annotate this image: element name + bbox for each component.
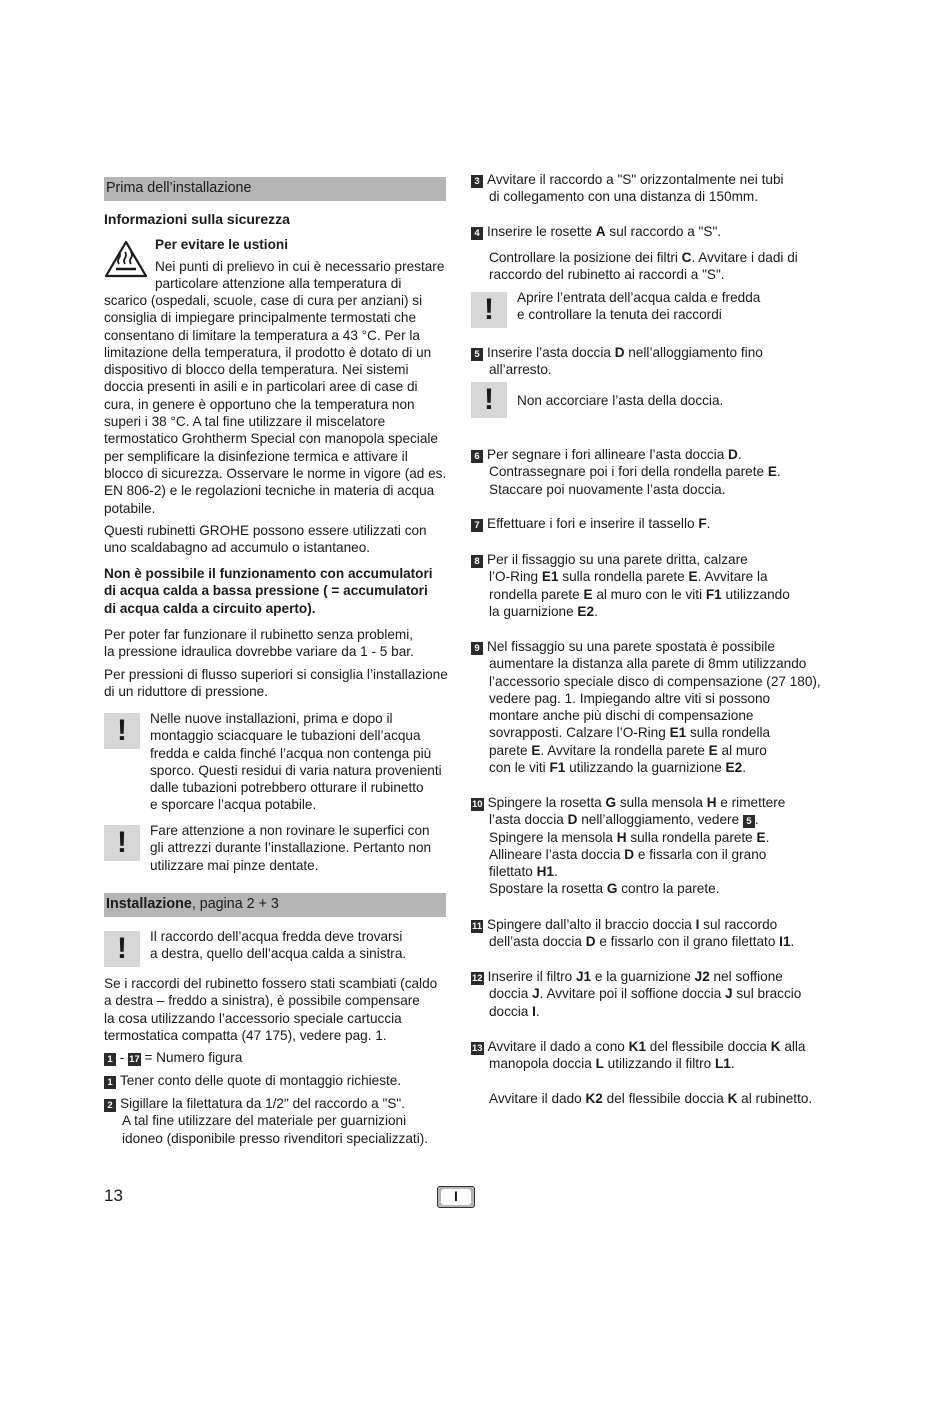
- text-fragment: al muro: [717, 742, 767, 758]
- step-number: 7: [471, 519, 483, 532]
- text-fragment: l’accessorio speciale disco di compensazione (27 180),: [489, 673, 821, 689]
- step-number: 11: [472, 921, 483, 932]
- no-shorten-warning: [517, 392, 723, 409]
- section-band-before-installation: [104, 177, 446, 201]
- hot-surface-warning-icon: [104, 240, 148, 278]
- text-fragment: vedere pag. 1. Impiegando altre viti si possono: [489, 690, 771, 706]
- text-fragment: e rimettere: [716, 795, 786, 810]
- text-fragment: alla: [780, 1039, 806, 1054]
- exclamation-icon: [471, 382, 507, 418]
- text-line: Non è possibile il funzionamento con accumulatori: [104, 566, 433, 581]
- text-line: a destra, quello dell’acqua calda a sinistra.: [150, 946, 407, 962]
- text-fragment: K1: [628, 1039, 647, 1054]
- section-title: [106, 896, 279, 913]
- text-fragment: J: [532, 986, 540, 1002]
- text-line: di acqua calda a circuito aperto).: [104, 600, 316, 616]
- pressure-paragraph: [104, 626, 414, 661]
- text-fragment: K2: [585, 1091, 603, 1106]
- text-fragment: Avvitare il dado: [489, 1091, 586, 1106]
- step-6: [471, 446, 781, 498]
- exclamation-icon: [104, 931, 140, 967]
- text-fragment: sul braccio: [732, 986, 802, 1002]
- text-line: consiglia di impiegare principalmente termostati che: [104, 310, 417, 326]
- section-band-installation: [104, 893, 446, 917]
- text-fragment: Avvitare il raccordo a "S" orizzontalmente nei tubi: [487, 172, 784, 187]
- text-line: limitazione della temperatura, il prodotto è dotato di un: [104, 344, 432, 360]
- text-line: fredda e calda finché l’acqua non contenga più: [150, 745, 432, 761]
- text-fragment: E1: [669, 725, 687, 741]
- text-line: consentano di limitare la temperatura a 43 °C. Per la: [104, 327, 420, 343]
- text-fragment: nel soffione: [709, 969, 783, 984]
- text-fragment: -: [116, 1050, 129, 1065]
- text-fragment: sulla rondella parete: [558, 569, 689, 585]
- text-fragment: E2: [577, 603, 595, 619]
- exclamation-icon: [104, 825, 140, 861]
- step-number: 3: [471, 175, 483, 188]
- text-fragment: Spingere la rosetta: [487, 795, 606, 810]
- text-fragment: doccia: [489, 1003, 533, 1019]
- text-fragment: filettato: [489, 864, 537, 880]
- text-line: gli attrezzi durante l’installazione. Pertanto non: [150, 840, 432, 856]
- text-line: Per pressioni di flusso superiori si consiglia l’installazione: [104, 667, 448, 682]
- step-2: [104, 1095, 428, 1147]
- exclamation-icon: [104, 713, 140, 749]
- text-line: blocco di sicurezza. Osservare le norme in vigore (ad es.: [104, 465, 447, 481]
- text-line: cura, in genere è opportuno che la temperatura non: [104, 396, 415, 412]
- text-fragment: Contrassegnare poi i fori della rondella parete: [489, 464, 768, 480]
- text-fragment: Per il fissaggio su una parete dritta, calzare: [487, 552, 748, 567]
- low-pressure-notice: [104, 565, 433, 617]
- text-fragment: !: [484, 293, 494, 326]
- text-fragment: all’arresto.: [489, 362, 552, 378]
- text-fragment: I: [532, 1003, 536, 1019]
- text-fragment: K: [770, 1039, 781, 1054]
- text-fragment: nell’alloggiamento fino: [624, 345, 763, 360]
- text-fragment: .: [554, 864, 558, 880]
- step-1: [104, 1072, 401, 1089]
- text-fragment: Avvitare il dado a cono: [487, 1039, 629, 1054]
- text-line: e sporcare l’acqua potabile.: [150, 797, 317, 813]
- text-fragment: Tener conto delle quote di montaggio richieste.: [120, 1073, 402, 1088]
- text-fragment: Inserire l’asta doccia: [487, 345, 615, 360]
- burn-title: Per evitare le ustioni: [155, 237, 288, 252]
- text-line: Nei punti di prelievo in cui è necessario prestare: [155, 259, 445, 274]
- text-fragment: .: [790, 934, 795, 950]
- text-fragment: D: [585, 934, 596, 950]
- text-fragment: sul raccordo a "S".: [605, 224, 722, 239]
- text-line: montaggio sciacquare le tubazioni dell’acqua: [150, 728, 421, 744]
- step-number: 1: [104, 1076, 116, 1089]
- text-fragment: Spingere la mensola: [489, 829, 617, 845]
- text-line: dalle tubazioni potrebbero otturare il rubinetto: [150, 780, 424, 796]
- text-fragment: !: [117, 932, 127, 965]
- text-fragment: . Avvitare la: [697, 569, 768, 585]
- text-line: Se i raccordi del rubinetto fossero stati scambiati (caldo: [104, 976, 438, 991]
- text-line: dispositivo di blocco della temperatura. Nei sistemi: [104, 362, 409, 378]
- step-5: [471, 344, 763, 379]
- text-fragment: Sigillare la filettatura da 1/2" del raccordo a "S".: [120, 1096, 405, 1111]
- text-line: Aprire l’entrata dell’acqua calda e fredda: [517, 290, 761, 305]
- text-fragment: parete: [489, 742, 532, 758]
- text-fragment: C: [681, 250, 692, 265]
- text-line: la cosa utilizzando l’accessorio speciale cartuccia: [104, 1010, 402, 1026]
- text-line: per semplificare la disinfezione termica e attivare il: [104, 448, 408, 464]
- text-fragment: .: [737, 447, 742, 462]
- text-line: Nelle nuove installazioni, prima e dopo il: [150, 711, 393, 726]
- text-fragment: .: [765, 829, 770, 845]
- text-fragment: sulla rondella: [686, 725, 771, 741]
- text-line: Questi rubinetti GROHE possono essere utilizzati con: [104, 523, 427, 538]
- text-fragment: Installazione: [106, 896, 192, 912]
- text-fragment: J1: [575, 969, 592, 984]
- step-number: 9: [471, 642, 483, 655]
- text-fragment: !: [484, 383, 494, 416]
- text-fragment: Inserire le rosette: [487, 224, 596, 239]
- step-number: 13: [472, 1043, 483, 1054]
- text-fragment: l’asta doccia: [489, 812, 568, 828]
- text-fragment: sul raccordo: [699, 917, 778, 932]
- text-fragment: dell’asta doccia: [489, 934, 586, 950]
- text-fragment: Spingere dall’alto il braccio doccia: [487, 917, 696, 932]
- text-fragment: .: [706, 516, 711, 531]
- text-fragment: A: [595, 224, 606, 239]
- text-fragment: .: [754, 812, 759, 828]
- text-fragment: Inserire il filtro: [487, 969, 576, 984]
- figure-number: 17: [129, 1054, 140, 1065]
- text-fragment: !: [117, 826, 127, 859]
- text-fragment: D: [567, 812, 578, 828]
- text-fragment: raccordo del rubinetto ai raccordi a "S".: [489, 267, 725, 283]
- text-fragment: E2: [725, 760, 743, 776]
- step-4-filters: [471, 249, 798, 284]
- text-fragment: E: [688, 569, 698, 585]
- text-line: di un riduttore di pressione.: [104, 684, 268, 700]
- text-fragment: . Avvitare poi il soffione doccia: [539, 986, 726, 1002]
- text-line: sporco. Questi residui di varia natura provenienti: [150, 762, 442, 778]
- text-fragment: sovrapposti. Calzare l’O-Ring: [489, 725, 670, 741]
- text-fragment: F: [698, 516, 707, 531]
- text-fragment: Nel fissaggio su una parete spostata è possibile: [487, 639, 775, 654]
- text-fragment: montare anche più dischi di compensazione: [489, 708, 754, 724]
- text-line: uno scaldabagno ad accumulo o istantaneo.: [104, 540, 371, 556]
- text-fragment: di collegamento con una distanza di 150mm.: [489, 189, 759, 205]
- text-fragment: idoneo (disponibile presso rivenditori specializzati).: [122, 1130, 429, 1146]
- leak-check-warning: [517, 289, 760, 324]
- text-line: Il raccordo dell’acqua fredda deve trovarsi: [150, 929, 403, 944]
- text-fragment: J: [725, 986, 733, 1002]
- text-line: Fare attenzione a non rovinare le superfici con: [150, 823, 430, 838]
- text-line: potabile.: [104, 500, 156, 516]
- text-fragment: D: [624, 846, 635, 862]
- text-fragment: . Avvitare la rondella parete: [540, 742, 709, 758]
- text-fragment: A tal fine utilizzare del materiale per guarnizioni: [122, 1113, 407, 1129]
- text-line: superi i 38 °C. A tal fine utilizzare il miscelatore: [104, 414, 386, 430]
- text-fragment: sulla mensola: [616, 795, 707, 810]
- text-fragment: Spostare la rosetta: [489, 881, 607, 897]
- text-fragment: !: [117, 714, 127, 747]
- text-fragment: e la guarnizione: [591, 969, 695, 984]
- text-fragment: E: [583, 586, 593, 602]
- figure-number: 1: [104, 1053, 116, 1066]
- text-fragment: .: [730, 1056, 735, 1072]
- text-fragment: utilizzando: [721, 586, 790, 602]
- step-8: [471, 551, 790, 620]
- text-fragment: .: [742, 760, 746, 776]
- page-number: 13: [104, 1186, 123, 1205]
- step-13-hose: [471, 1090, 812, 1107]
- grohe-paragraph: [104, 522, 427, 557]
- text-fragment: manopola doccia: [489, 1056, 596, 1072]
- text-fragment: Per segnare i fori allineare l’asta doccia: [487, 447, 729, 462]
- surface-warning: [150, 822, 431, 874]
- text-fragment: H: [616, 829, 627, 845]
- step-13: [471, 1038, 805, 1073]
- text-fragment: = Numero figura: [140, 1050, 243, 1065]
- text-fragment: Effettuare i fori e inserire il tassello: [487, 516, 699, 531]
- text-fragment: L: [595, 1056, 604, 1072]
- text-fragment: rondella parete: [489, 586, 584, 602]
- text-line: termostatica compatta (47 175), vedere pag. 1.: [104, 1027, 387, 1043]
- text-fragment: e fissarlo con il grano filettato: [595, 934, 780, 950]
- step-12: [471, 968, 801, 1020]
- text-fragment: Allineare l’asta doccia: [489, 846, 625, 862]
- text-fragment: E: [767, 464, 777, 480]
- safety-heading: Informazioni sulla sicurezza: [104, 211, 290, 227]
- text-fragment: E: [531, 742, 541, 758]
- step-number: 2: [104, 1099, 116, 1112]
- step-number: 8: [471, 555, 483, 568]
- text-fragment: l’O-Ring: [489, 569, 542, 585]
- burn-intro: [155, 258, 444, 293]
- text-line: Per poter far funzionare il rubinetto senza problemi,: [104, 627, 414, 642]
- burn-paragraph: [104, 292, 446, 517]
- language-tab-label: I: [441, 1189, 471, 1205]
- step-number: 4: [471, 227, 483, 240]
- step-number: 5: [471, 348, 483, 361]
- reducer-paragraph: [104, 666, 448, 701]
- text-fragment: I1: [779, 934, 791, 950]
- text-line: Non accorciare l’asta della doccia.: [517, 393, 724, 408]
- text-fragment: K: [727, 1091, 738, 1106]
- step-9: [471, 638, 821, 776]
- text-fragment: G: [606, 881, 618, 897]
- text-line: scarico (ospedali, scuole, case di cura per anziani) si: [104, 293, 423, 308]
- text-fragment: Controllare la posizione dei filtri: [489, 250, 682, 265]
- text-fragment: la guarnizione: [489, 603, 578, 619]
- figure-number: 5: [743, 815, 755, 828]
- text-fragment: doccia: [489, 986, 533, 1002]
- text-fragment: Staccare poi nuovamente l’asta doccia.: [489, 481, 726, 497]
- text-line: particolare attenzione alla temperatura di: [155, 276, 402, 292]
- text-fragment: e fissarla con il grano: [634, 846, 767, 862]
- text-fragment: del flessibile doccia: [602, 1091, 728, 1106]
- text-line: utilizzare mai pinze dentate.: [150, 857, 319, 873]
- text-fragment: L1: [714, 1056, 731, 1072]
- text-fragment: .: [535, 1003, 540, 1019]
- step-4: [471, 223, 721, 240]
- text-fragment: con le viti: [489, 760, 550, 776]
- text-line: e controllare la tenuta dei raccordi: [517, 307, 722, 323]
- text-line: la pressione idraulica dovrebbe variare da 1 - 5 bar.: [104, 644, 414, 660]
- text-fragment: utilizzando la guarnizione: [565, 760, 726, 776]
- text-fragment: D: [728, 447, 738, 462]
- text-fragment: I: [695, 917, 700, 932]
- step-10: [471, 794, 785, 898]
- text-fragment: E: [708, 742, 718, 758]
- text-fragment: sulla rondella parete: [626, 829, 757, 845]
- swap-paragraph: [104, 975, 437, 1044]
- text-line: termostatico Grohtherm Special con manopola speciale: [104, 431, 438, 447]
- text-fragment: .: [776, 464, 781, 480]
- text-line: a destra – freddo a sinistra), è possibile compensare: [104, 993, 420, 1009]
- text-fragment: utilizzando il filtro: [603, 1056, 715, 1072]
- text-fragment: D: [614, 345, 625, 360]
- figure-reference: [104, 1049, 242, 1066]
- step-7: [471, 515, 710, 532]
- text-fragment: E1: [541, 569, 559, 585]
- text-fragment: nell’alloggiamento, vedere: [577, 812, 743, 828]
- text-fragment: F1: [549, 760, 566, 776]
- step-11: [471, 916, 794, 951]
- text-fragment: al rubinetto.: [737, 1091, 813, 1106]
- text-fragment: , pagina 2 + 3: [191, 896, 279, 912]
- step-number: 10: [472, 799, 483, 810]
- text-line: di acqua calda a bassa pressione ( = accumulatori: [104, 583, 428, 599]
- text-fragment: aumentare la distanza alla parete di 8mm utilizzando: [489, 656, 807, 672]
- text-fragment: E: [756, 829, 766, 845]
- text-fragment: F1: [705, 586, 722, 602]
- text-fragment: contro la parete.: [617, 881, 720, 897]
- text-fragment: H1: [536, 864, 554, 880]
- language-tab: [437, 1186, 475, 1208]
- text-fragment: .: [594, 603, 598, 619]
- exclamation-icon: [471, 292, 507, 328]
- step-3: [471, 171, 784, 206]
- flush-warning: [150, 710, 442, 814]
- section-title: Prima dell’installazione: [106, 180, 252, 196]
- text-fragment: J2: [694, 969, 710, 984]
- step-number: 6: [471, 450, 483, 463]
- connection-warning: [150, 928, 406, 963]
- text-line: EN 806-2) e le regolazioni tecniche in materia di acqua: [104, 483, 435, 499]
- step-number: 12: [472, 973, 483, 984]
- text-fragment: . Avvitare i dadi di: [691, 250, 798, 265]
- text-fragment: G: [605, 795, 617, 810]
- text-fragment: H: [706, 795, 717, 810]
- text-fragment: al muro con le viti: [592, 586, 706, 602]
- text-line: doccia presenti in asili e in particolari aree di case di: [104, 379, 418, 395]
- text-fragment: del flessibile doccia: [646, 1039, 771, 1054]
